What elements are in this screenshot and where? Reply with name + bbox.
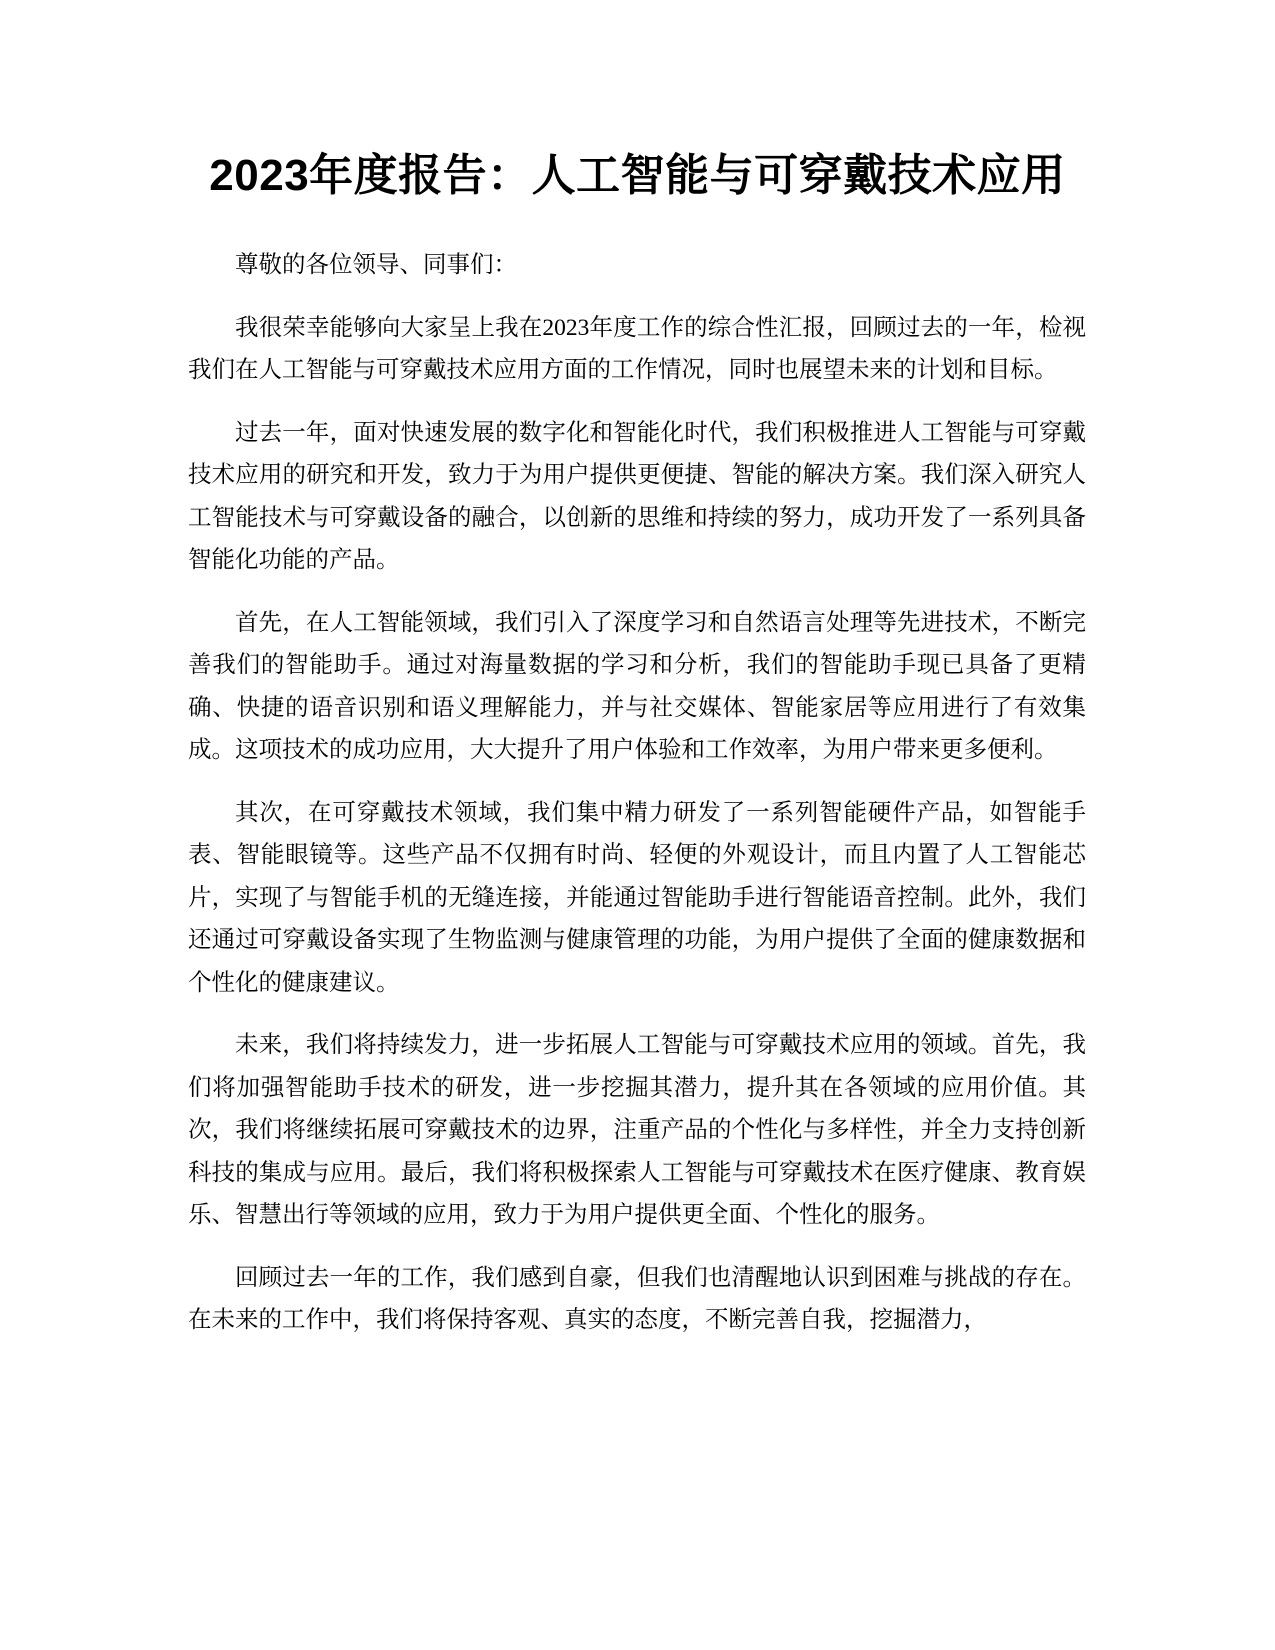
paragraph-ai-field: 首先，在人工智能领域，我们引入了深度学习和自然语言处理等先进技术，不断完善我们的智能助手。通过对海量数据的学习和分析，我们的智能助手现已具备了更精确、快捷的语音识别和语义理解能力，并与社交媒体、智能家居等应用进行了有效集成。这项技术的成功应用，大大提升了用户体验和工作效率，为用户带来更多便利。 [188,609,1086,763]
document-body [188,244,1086,1362]
paragraph-past-year: 过去一年，面对快速发展的数字化和智能化时代，我们积极推进人工智能与可穿戴技术应用的研究和开发，致力于为用户提供更便捷、智能的解决方案。我们深入研究人工智能技术与可穿戴设备的融合，以创新的思维和持续的努力，成功开发了一系列具备智能化功能的产品。 [188,419,1086,573]
paragraph-review: 回顾过去一年的工作，我们感到自豪，但我们也清醒地认识到困难与挑战的存在。在未来的工作中，我们将保持客观、真实的态度，不断完善自我，挖掘潜力， [188,1264,1086,1333]
document-title: 2023年度报告：人工智能与可穿戴技术应用 [209,151,1066,200]
paragraph-future-plans: 未来，我们将持续发力，进一步拓展人工智能与可穿戴技术应用的领域。首先，我们将加强智能助手技术的研发，进一步挖掘其潜力，提升其在各领域的应用价值。其次，我们将继续拓展可穿戴技术的边界，注重产品的个性化与多样性，并全力支持创新科技的集成与应用。最后，我们将积极探索人工智能与可穿戴技术在医疗健康、教育娱乐、智慧出行等领域的应用，致力于为用户提供更全面、个性化的服务。 [188,1032,1086,1228]
paragraph-greeting: 尊敬的各位领导、同事们： [235,252,517,278]
paragraph-intro: 我很荣幸能够向大家呈上我在2023年度工作的综合性汇报，回顾过去的一年，检视我们在人工智能与可穿戴技术应用方面的工作情况，同时也展望未来的计划和目标。 [188,314,1086,383]
paragraph-wearable-field: 其次，在可穿戴技术领域，我们集中精力研发了一系列智能硬件产品，如智能手表、智能眼镜等。这些产品不仅拥有时尚、轻便的外观设计，而且内置了人工智能芯片，实现了与智能手机的无缝连接，并能通过智能助手进行智能语音控制。此外，我们还通过可穿戴设备实现了生物监测与健康管理的功能，为用户提供了全面的健康数据和个性化的健康建议。 [188,799,1086,996]
